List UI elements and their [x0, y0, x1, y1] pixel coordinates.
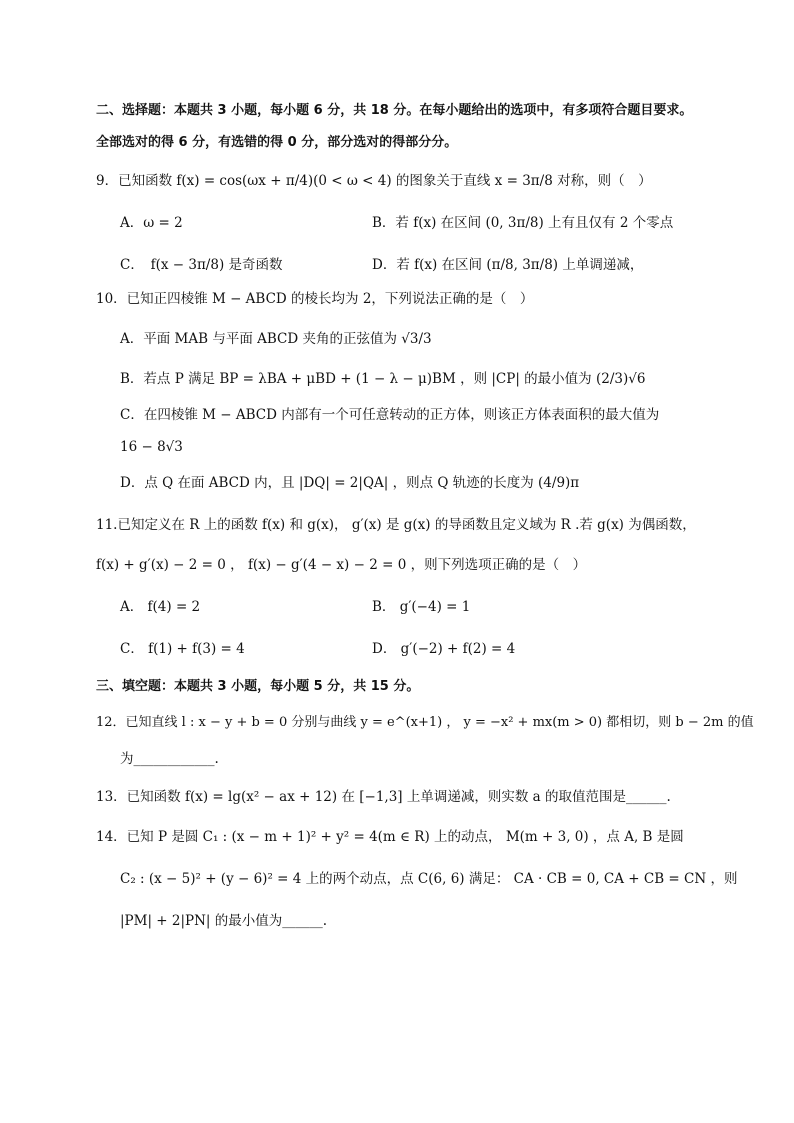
- q12-line2: 为____________.: [120, 751, 219, 767]
- section3-header: 三、填空题：本题共 3 小题，每小题 5 分，共 15 分。: [96, 679, 420, 694]
- q14-line2: C₂ : (x − 5)² + (y − 6)² = 4 上的两个动点，点 C(6, 6) 满足： CA · CB = 0, CA + CB = CN ，则: [120, 871, 738, 887]
- q9-option-d: D．若 f(x) 在区间 (π/8, 3π/8) 上单调递减，: [372, 257, 644, 273]
- q9-option-c: C． f(x − 3π/8) 是奇函数: [120, 257, 283, 273]
- q9-option-b: B．若 f(x) 在区间 (0, 3π/8) 上有且仅有 2 个零点: [372, 215, 674, 231]
- q14-line3: |PM| + 2|PN| 的最小值为______.: [120, 913, 328, 929]
- q12-line1: 12．已知直线 l : x − y + b = 0 分别与曲线 y = e^(x+1) ， y = −x² + mx(m > 0) 都相切，则 b − 2m 的值: [96, 715, 754, 730]
- q10-option-c-line1: C．在四棱锥 M − ABCD 内部有一个可任意转动的正方体，则该正方体表面积的最大值为: [120, 407, 660, 423]
- q10-option-d: D．点 Q 在面 ABCD 内，且 |DQ| = 2|QA| ，则点 Q 轨迹的长度为 (4/9)π: [120, 475, 580, 491]
- q11-stem-line2: f(x) + g′(x) − 2 = 0 ， f(x) − g′(4 − x) − 2 = 0 ，则下列选项正确的是（ ）: [96, 557, 587, 573]
- q10-option-c-line2: 16 − 8√3: [120, 439, 183, 455]
- q11-option-b: B． g′(−4) = 1: [372, 599, 471, 615]
- q9-option-a: A．ω = 2: [120, 215, 183, 231]
- q11-option-c: C． f(1) + f(3) = 4: [120, 641, 245, 657]
- q10-option-b: B．若点 P 满足 BP = λBA + μBD + (1 − λ − μ)BM ，则 |CP| 的最小值为 (2/3)√6: [120, 371, 646, 387]
- q13-line1: 13．已知函数 f(x) = lg(x² − ax + 12) 在 [−1,3] 上单调递减，则实数 a 的取值范围是______.: [96, 789, 671, 805]
- q10-option-a: A．平面 MAB 与平面 ABCD 夹角的正弦值为 √3/3: [120, 331, 432, 347]
- q11-option-d: D． g′(−2) + f(2) = 4: [372, 641, 516, 657]
- q10-stem: 10．已知正四棱锥 M − ABCD 的棱长均为 2，下列说法正确的是（ ）: [96, 291, 534, 307]
- q11-option-a: A． f(4) = 2: [120, 599, 201, 615]
- section2-header-line1: 二、选择题：本题共 3 小题，每小题 6 分，共 18 分。在每小题给出的选项中，有多项符合题目要求。: [96, 103, 693, 118]
- q14-line1: 14．已知 P 是圆 C₁ : (x − m + 1)² + y² = 4(m ∈ R) 上的动点， M(m + 3, 0) ，点 A, B 是圆: [96, 829, 684, 845]
- section2-header-line2: 全部选对的得 6 分，有选错的得 0 分，部分选对的得部分分。: [96, 135, 458, 150]
- q11-stem-line1: 11.已知定义在 R 上的函数 f(x) 和 g(x)， g′(x) 是 g(x) 的导函数且定义域为 R .若 g(x) 为偶函数，: [96, 517, 696, 533]
- q9-stem: 9．已知函数 f(x) = cos(ωx + π/4)(0 < ω < 4) 的图象关于直线 x = 3π/8 对称，则（ ）: [96, 173, 652, 189]
